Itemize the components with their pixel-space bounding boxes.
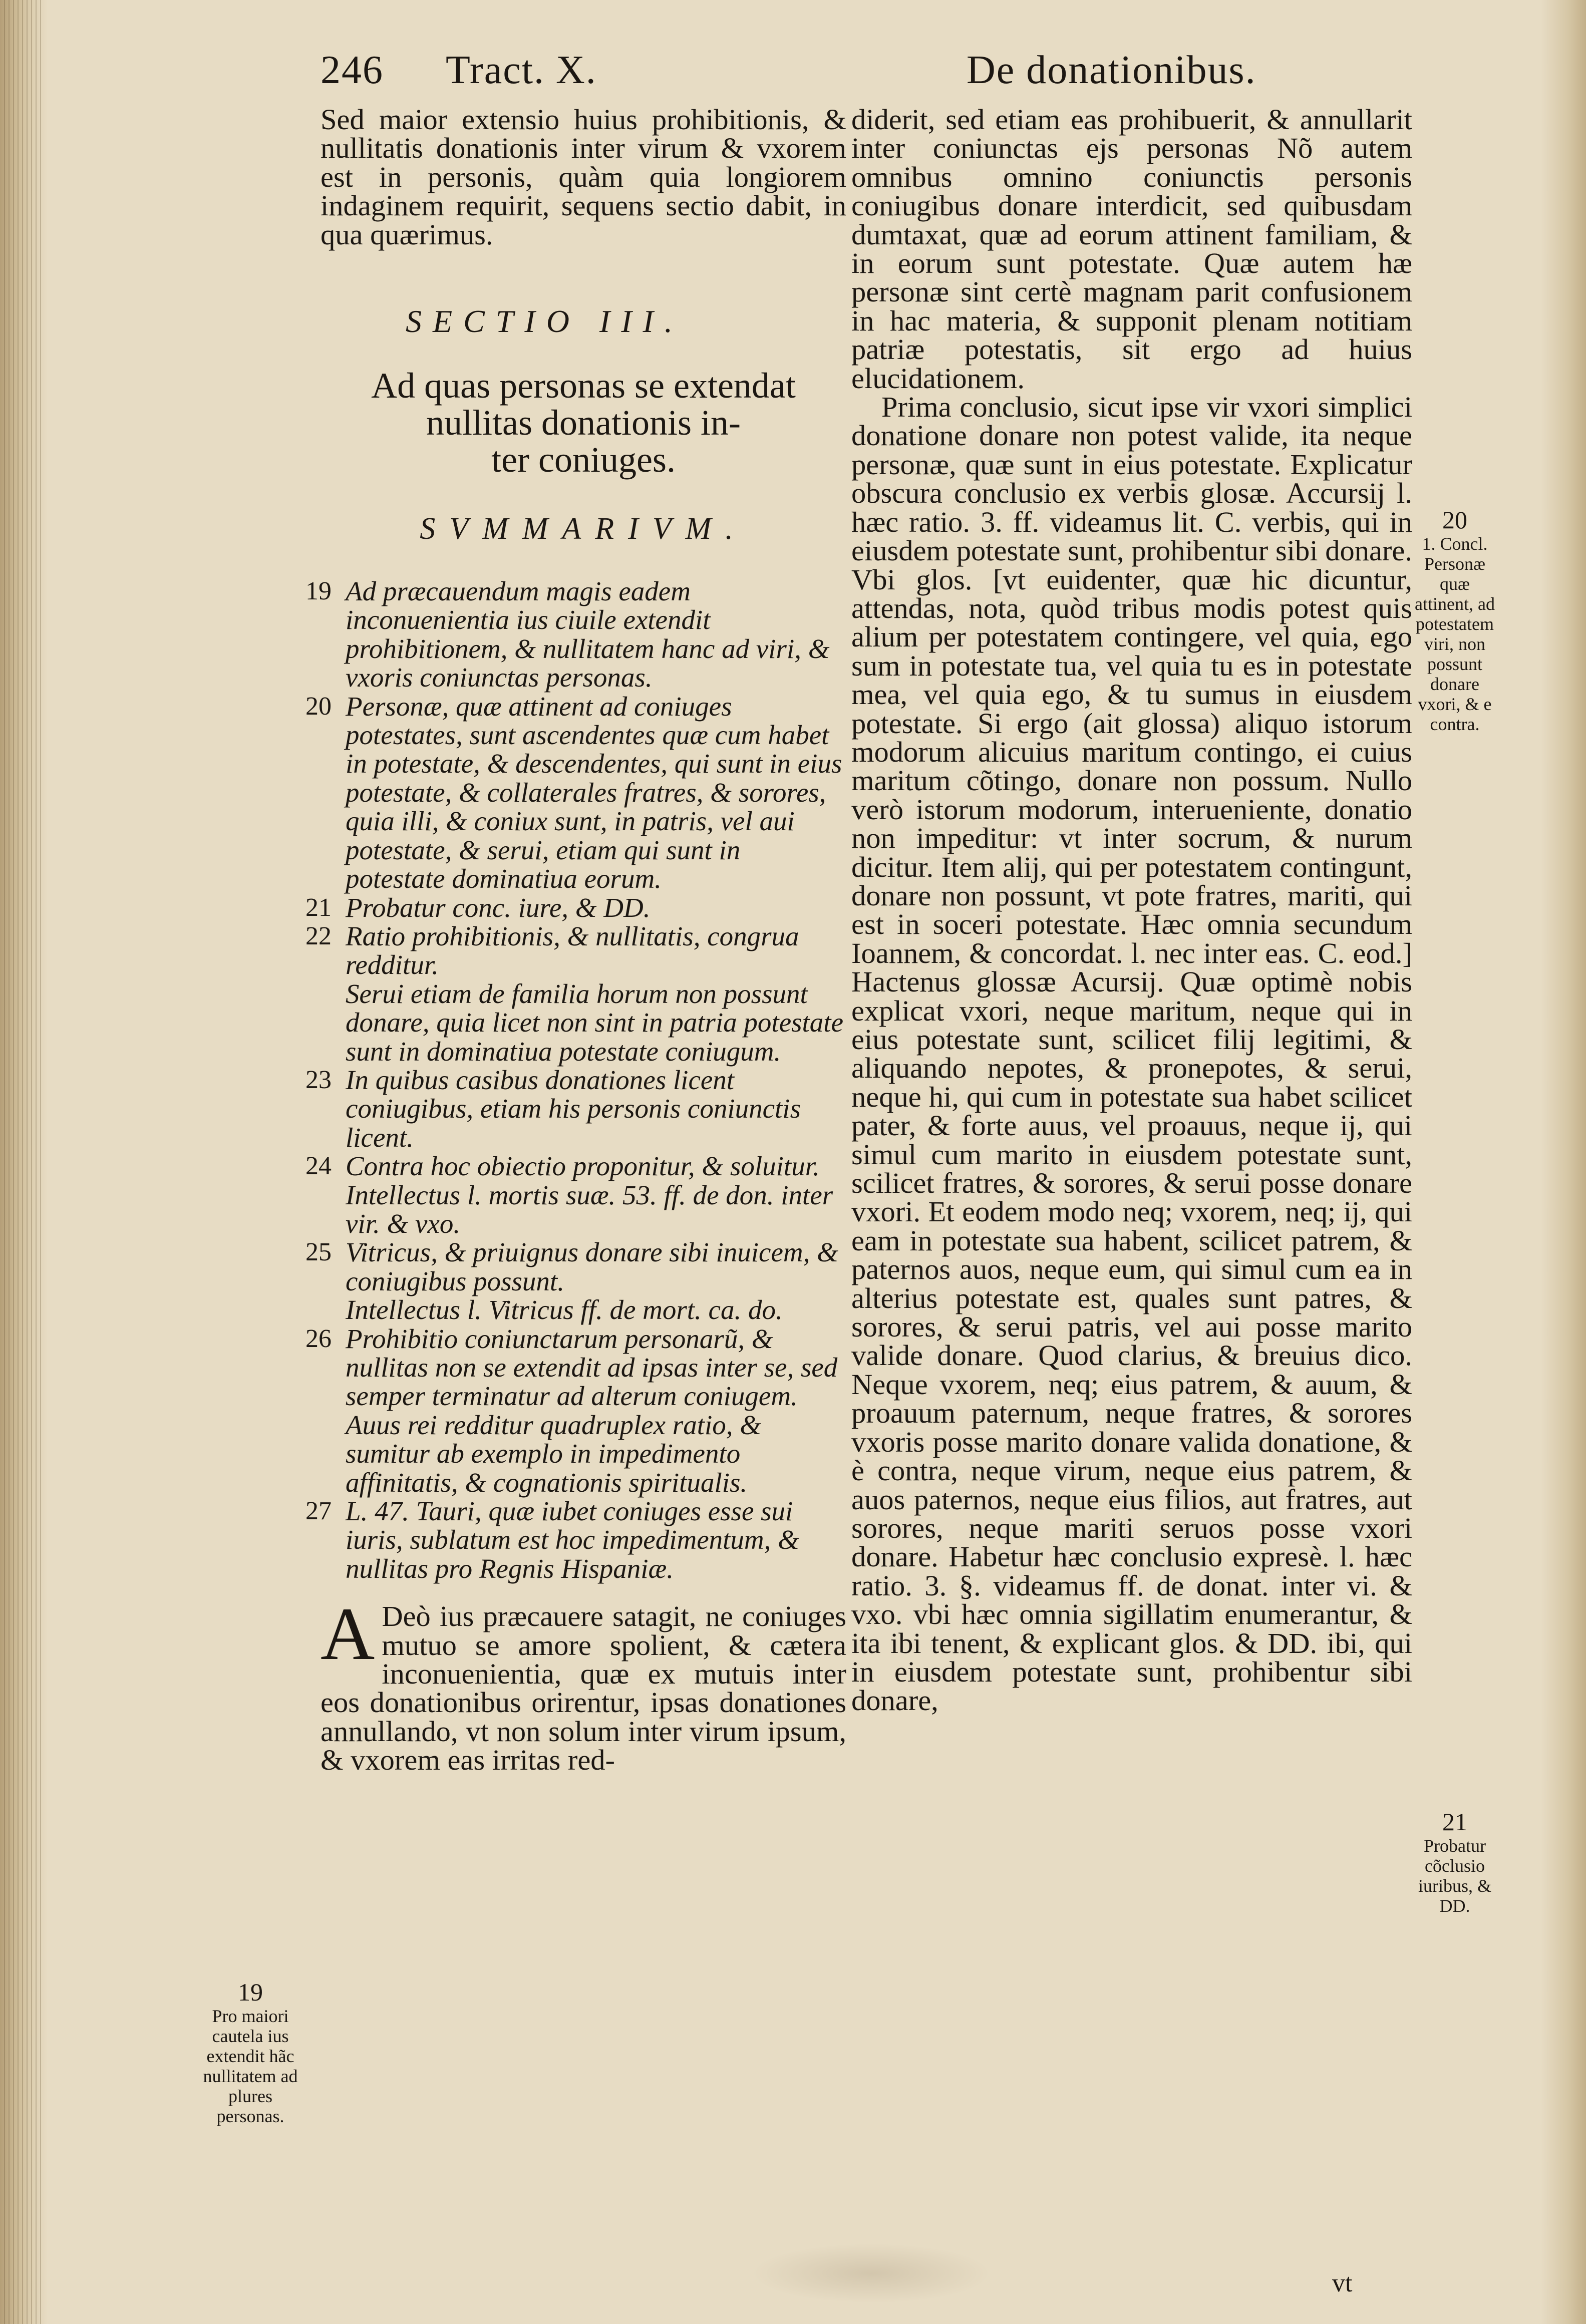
summary-item — [305, 1323, 846, 1412]
summary-text: Ad præcauendum magis eadem inconuenientia ius ciuile extendit prohibitionem, & nullitatem hanc ad viri, & vxoris coniunctas personas. — [346, 576, 830, 693]
right-column — [851, 105, 1412, 1715]
page-right-edge — [1541, 0, 1586, 2324]
summary-number: 25 — [305, 1238, 332, 1267]
margin-note-number: 19 — [238, 1978, 263, 2006]
summary-number: 23 — [305, 1065, 332, 1094]
summary-number: 21 — [305, 893, 332, 922]
summary-item — [305, 892, 846, 923]
margin-note-number: 20 — [1442, 506, 1467, 534]
summary-item — [305, 920, 846, 980]
summary-number: 26 — [305, 1324, 332, 1353]
section-heading: SECTIO III. — [406, 303, 684, 340]
summary-text: Contra hoc obiectio proponitur, & soluitur. Intellectus l. mortis suæ. 53. ff. de don. inter vir. & vxo. — [346, 1151, 833, 1239]
catchword: vt — [1332, 2269, 1353, 2297]
summary-item — [305, 1496, 846, 1584]
section-title-line: nullitas donationis in- — [426, 403, 741, 443]
summary-text: Personæ, quæ attinent ad coniuges potestates, sunt ascendentes quæ cum habet in potestate, & descendentes, qui sunt in eius potestate, & collaterales fratres, & sorores, quia illi, & coniux sunt, in patris, vel aui potestate, & serui, etiam qui sunt in potestate dominatiua eorum. — [346, 691, 842, 894]
margin-note-20 — [1412, 506, 1497, 734]
summary-number: 20 — [305, 692, 332, 721]
summary-number: 19 — [305, 577, 332, 606]
margin-note-text: Pro maiori cautela ius extendit hãc nullitatem ad plures personas. — [203, 2006, 298, 2126]
continuation-paragraph: diderit, sed etiam eas prohibuerit, & annullarit inter coniunctas ejs personas Nõ autem omnibus omnino coniunctis personis coniugibus donare interdicit, sed quibusdam dumtaxat, quæ ad eorum attinent familiam, & in eorum sunt potestate. Quæ autem hæ personæ sint certè magnam parit confusionem in hac materia, & supponit plenam notitiam patriæ potestatis, sit ergo ad huius elucidationem. — [851, 103, 1412, 395]
drop-cap: A — [321, 1592, 375, 1676]
summary-text: In quibus casibus donationes licent coniugibus, etiam his personis coniunctis licent. — [346, 1064, 801, 1153]
summarium-heading: SVMMARIVM. — [420, 512, 747, 546]
summary-text: Probatur conc. iure, & DD. — [346, 892, 651, 923]
conclusion-paragraph: Prima conclusio, sicut ipse vir vxori simplici donatione donare non potest valide, ita neque personæ, quæ sunt in eius potestate. Explicatur obscura conclusio ex verbis glosæ. Accursij l. hæc ratio. 3. ff. videamus lit. C. verbis, qui in eiusdem potestate sunt, prohibentur sibi donare. Vbi glos. [vt euidenter, quæ hic dicuntur, attendas, nota, quòd tribus modis potest quis alium per potestatem contingere, vel quia, ego sum in potestate tua, vel quia tu es in potestate mea, vel quia ego, & tu sumus in eiusdem potestate. Si ergo (ait glossa) aliquo istorum modorum alicuius maritum contingo, ei cuius maritum cõtingo, donare non possum. Nullo verò istorum modorum, interueniente, donatio non impeditur: vt inter socrum, & nurum dicitur. Item alij, qui per potestatem contingunt, donare non possunt, vt pote fratres, mariti, qui est in soceri potestate. Hæc omnia secundum Ioannem, & concordat. l. nec inter eas. C. eod.] Hactenus glossæ Acursij. Quæ optimè nobis explicat vxori, neque maritum, neque qui in eius potestate sunt, scilicet filij legitimi, & aliquando nepotes, & pronepotes, & serui, neque hi, qui cum in potestate sua habet scilicet pater, & forte auus, vel proauus, neque ij, qui simul cum marito in eiusdem potestate sunt, scilicet fratres, & sorores, & serui posse donare vxori. Et eodem modo neq; vxorem, neq; ij, qui eam in potestate sua habent, scilicet patrem, & paternos auos, neque eum, qui simul cum ea in alterius potestate est, quales sunt patres, & sorores, & serui patris, vel aui posse marito valide donare. Quod clarius, & breuius dico. Neque vxorem, neq; eius patrem, & auum, & proauum paternum, neque fratres, & sorores vxoris posse marito donare valida donatione, & è contra, neque virum, neque eius patrem, & auos paternos, neque eius filios, aut fratres, aut sorores, neque mariti seruos posse vxori donare. Habetur hæc conclusio expresè. l. hæc ratio. 3. §. videamus ff. de donat. inter vi. & vxo. vbi hæc omnia sigillatim enumerantur, & ita ibi tenent, & explicant glos. & DD. ibi, qui in eiusdem potestate sunt, prohibentur sibi donare, — [851, 391, 1412, 1717]
intro-paragraph: Sed maior extensio huius prohibitionis, & nullitatis donationis inter virum & vxorem est in personis, quàm quia longiorem indaginem requirit, sequens sectio dabit, in qua quærimus. — [321, 103, 846, 251]
running-title: De donationibus. — [967, 48, 1256, 92]
summary-item — [305, 691, 846, 894]
margin-note-19 — [200, 1978, 300, 2126]
margin-note-number: 21 — [1442, 1808, 1467, 1836]
summary-number: 22 — [305, 921, 332, 950]
section-title-line: ter coniuges. — [491, 440, 676, 480]
summary-item — [305, 1151, 846, 1239]
left-column — [305, 103, 846, 1804]
page-number: 246 — [321, 48, 384, 92]
summary-text: Ratio prohibitionis, & nullitatis, congrua redditur. — [346, 920, 799, 980]
summary-text: L. 47. Tauri, quæ iubet coniuges esse sui iuris, sublatum est hoc impedimentum, & nullitas pro Regnis Hispaniæ. — [346, 1496, 799, 1584]
margin-note-text: 1. Concl. Personæ quæ attinent, ad potestatem viri, non possunt donare vxori, & e contra. — [1415, 534, 1495, 734]
tractatus-label: Tract. X. — [446, 48, 597, 92]
margin-note-21 — [1412, 1808, 1497, 1916]
summary-number: 27 — [305, 1497, 332, 1526]
summary-item — [305, 576, 846, 693]
summary-list — [305, 576, 846, 1584]
summary-subnote: Auus rei redditur quadruplex ratio, & sumitur ab exemplo in impedimento affinitatis, & cognationis spiritualis. — [346, 1409, 762, 1498]
page-stack-edges — [4, 0, 44, 2324]
summary-subnote: Intellectus l. Vitricus ff. de mort. ca. do. — [346, 1294, 783, 1325]
show-through-smudge — [751, 2243, 992, 2303]
section-title — [321, 367, 846, 478]
running-header — [321, 48, 1262, 103]
summary-number: 24 — [305, 1152, 332, 1181]
body-paragraph — [321, 1592, 846, 1777]
summary-text: Prohibitio coniunctarum personarũ, & nullitas non se extendit ad ipsas inter se, sed semper terminatur ad alterum coniugem. — [346, 1323, 838, 1412]
summary-text: Vitricus, & priuignus donare sibi inuicem, & coniugibus possunt. — [346, 1237, 838, 1296]
summary-item — [305, 1237, 846, 1296]
margin-note-text: Probatur cõclusio iuribus, & DD. — [1418, 1836, 1491, 1916]
summary-item — [305, 1064, 846, 1153]
body-text: Deò ius præcauere satagit, ne coniuges mutuo se amore spolient, & cætera inconuenientia, quæ ex mutuis inter eos donationibus orirentur, ipsas donationes annullando, vt non solum inter virum ipsum, & vxorem eas irritas red- — [321, 1600, 846, 1777]
section-title-line: Ad quas personas se extendat — [371, 366, 796, 406]
summary-subnote: Serui etiam de familia horum non possunt donare, quia licet non sint in patria potestate sunt in dominatiua potestate coniugum. — [346, 978, 844, 1067]
